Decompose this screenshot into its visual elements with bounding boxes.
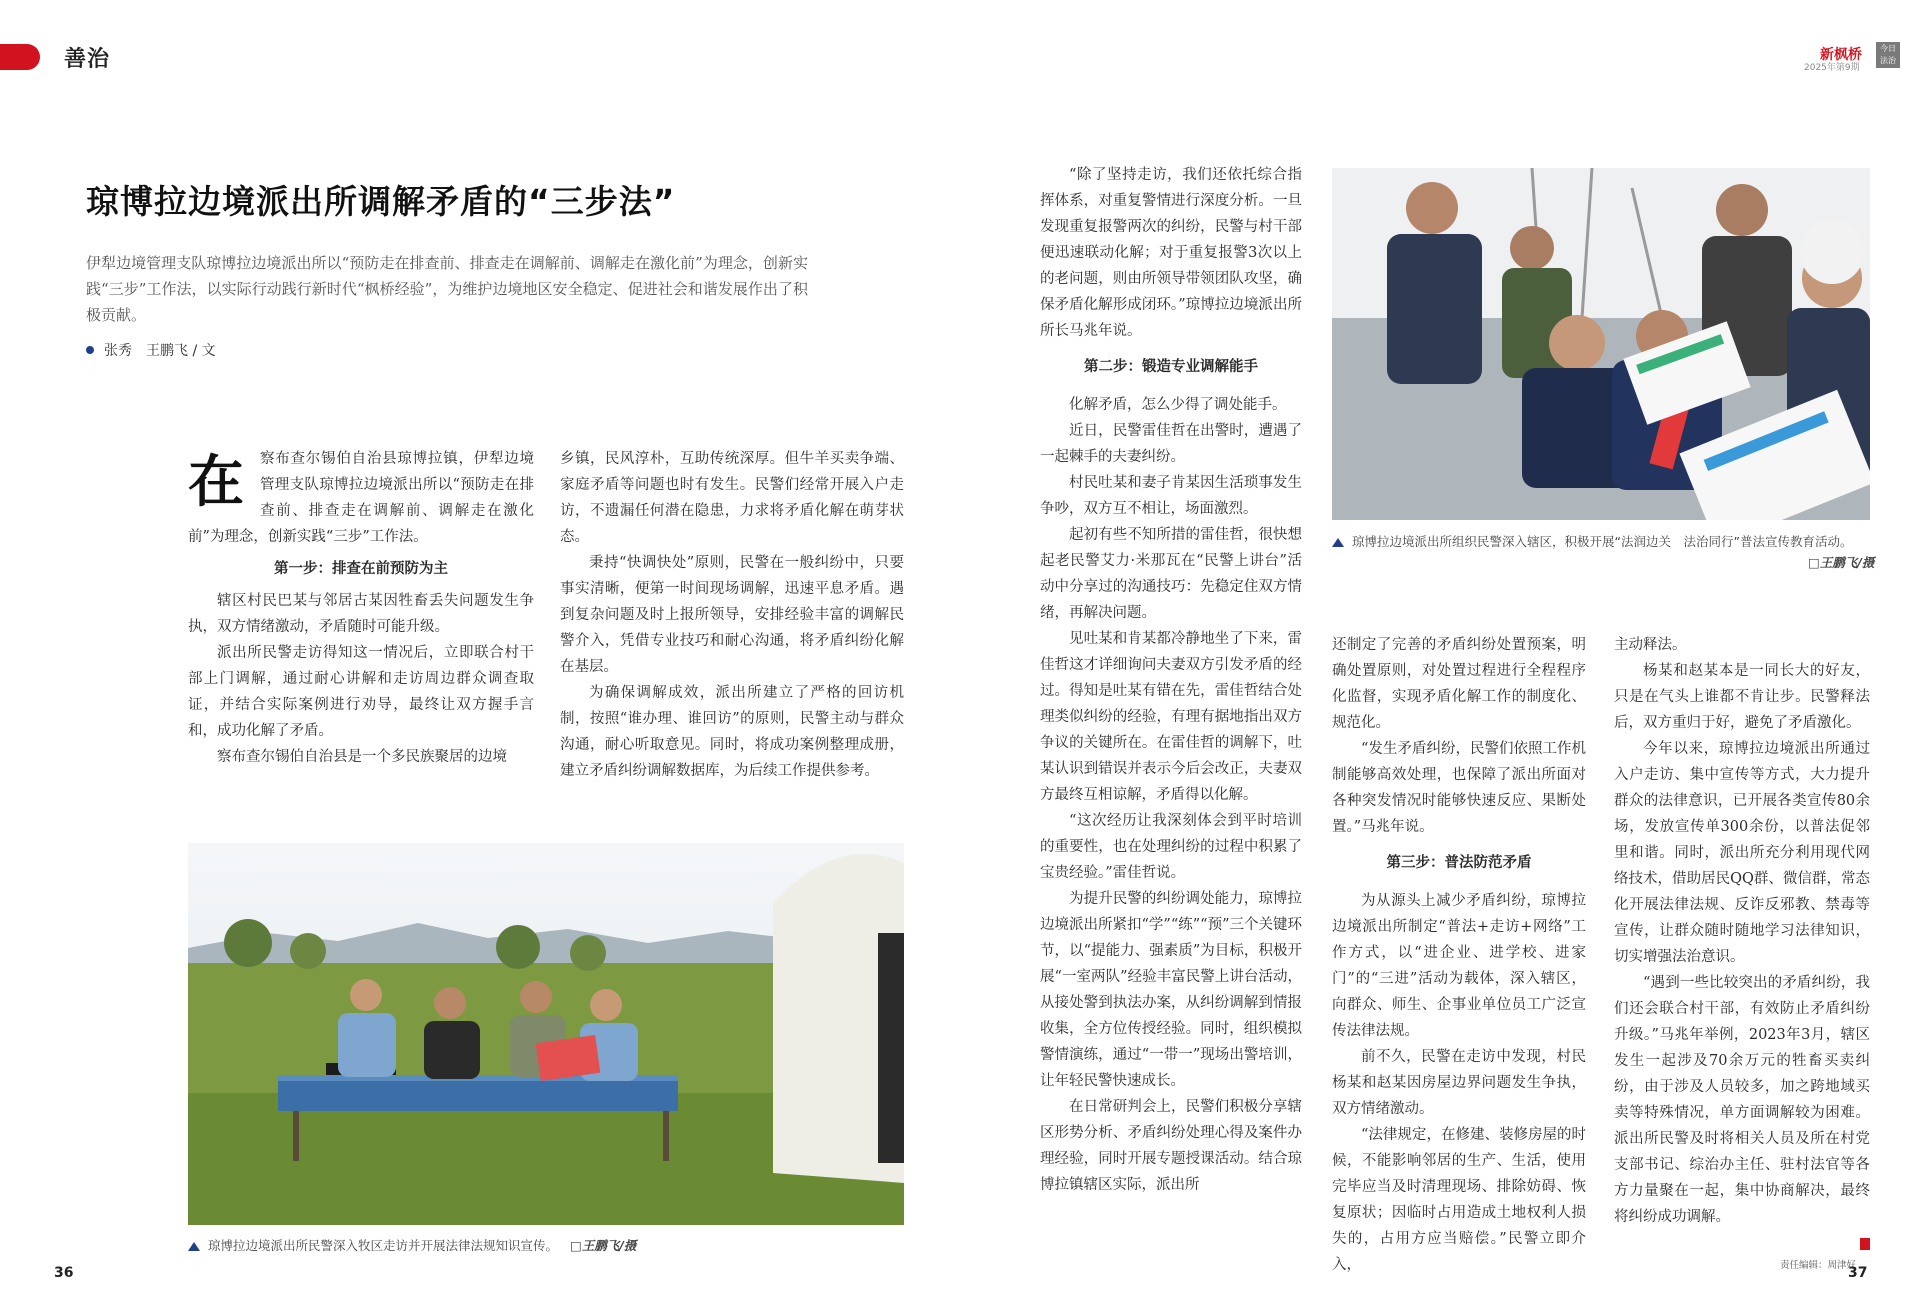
paragraph: 村民吐某和妻子肯某因生活琐事发生争吵，双方互不相让，场面激烈。 [1040, 475, 1302, 517]
paragraph: “遇到一些比较突出的矛盾纠纷，我们还会联合村干部，有效防止矛盾纠纷升级。”马兆年举例，2023年3月，辖区发生一起涉及70余万元的牲畜买卖纠纷，由于涉及人员较多，加之跨地域买卖等特殊情况，单方面调解较为困难。派出所民警及时将相关人员及所在村党支部书记、综治办主任、驻村法官等各方力量聚在一起，集中协商解决，最终将纠纷成功调解。 [1614, 975, 1870, 1225]
paragraph: 为从源头上减少矛盾纠纷，琼博拉边境派出所制定“普法+走访+网络”工作方式，以“进企业、进学校、进家门”的“三进”活动为载体，深入辖区，向群众、师生、企事业单位员工广泛宣传法律法规。 [1332, 893, 1586, 1039]
caption-marker-icon [188, 1242, 200, 1251]
subheading-step-2: 第二步：锻造专业调解能手 [1084, 359, 1258, 375]
law-promotion-scene-illustration [1332, 168, 1870, 520]
paragraph: 前不久，民警在走访中发现，村民杨某和赵某因房屋边界问题发生争执，双方情绪激动。 [1332, 1049, 1586, 1117]
caption-text: 琼博拉边境派出所民警深入牧区走访并开展法律法规知识宣传。 [208, 1238, 559, 1253]
paragraph: 派出所民警走访得知这一情况后，立即联合村干部上门调解，通过耐心讲解和走访周边群众调查取证，并结合实际案例进行劝导，最终让双方握手言和，成功化解了矛盾。 [188, 645, 534, 739]
drop-cap: 在 [188, 450, 244, 515]
paragraph: 为确保调解成效，派出所建立了严格的回访机制，按照“谁办理、谁回访”的原则，民警主动与群众沟通，耐心听取意见。同时，将成功案例整理成册，建立矛盾纠纷调解数据库，为后续工作提供参考。 [560, 685, 904, 779]
photo-caption-left [188, 1236, 636, 1254]
section-label: 善治 [64, 46, 111, 72]
paragraph: 辖区村民巴某与邻居古某因牲畜丢失问题发生争执，双方情绪激动，矛盾随时可能升级。 [188, 593, 534, 635]
column-2 [560, 446, 904, 784]
paragraph: 杨某和赵某本是一同长大的好友，只是在气头上谁都不肯让步。民警释法后，双方重归于好，避免了矛盾激化。 [1614, 663, 1870, 731]
photo-credit: □王鹏飞/摄 [1808, 555, 1875, 570]
paragraph: “发生矛盾纠纷，民警们依照工作机制能够高效处理，也保障了派出所面对各种突发情况时能够快速反应、果断处置。”马兆年说。 [1332, 741, 1586, 835]
paragraph: “除了坚持走访，我们还依托综合指挥体系，对重复警情进行深度分析。一旦发现重复报警两次的纠纷，民警与村干部便迅速联动化解；对于重复报警3次以上的老问题，则由所领导带领团队攻坚，确保矛盾化解形成闭环。”琼博拉边境派出所所长马兆年说。 [1040, 167, 1302, 339]
paragraph: 乡镇，民风淳朴，互助传统深厚。但牛羊买卖争端、家庭矛盾等问题也时有发生。民警们经常开展入户走访，不遗漏任何潜在隐患，力求将矛盾化解在萌芽状态。 [560, 451, 904, 545]
photo-credit: □王鹏飞/摄 [570, 1238, 637, 1253]
editor-credit: 责任编辑：周津好 [1780, 1260, 1857, 1271]
subheading-step-1: 第一步：排查在前预防为主 [274, 561, 448, 577]
caption-marker-icon [1332, 538, 1344, 547]
byline [86, 340, 216, 360]
page-number-left: 36 [54, 1265, 74, 1281]
photo-pastoral-visit [188, 843, 904, 1225]
brand-name: 新枫桥 [1820, 47, 1862, 63]
subheading-step-3: 第三步：普法防范矛盾 [1386, 855, 1532, 871]
paragraph: 近日，民警雷佳哲在出警时，遭遇了一起棘手的夫妻纠纷。 [1040, 423, 1302, 465]
photo-caption-right [1332, 532, 1870, 550]
column-4 [1332, 632, 1586, 1278]
paragraph: 秉持“快调快处”原则，民警在一般纠纷中，只要事实清晰，便第一时间现场调解，迅速平息矛盾。遇到复杂问题及时上报所领导，安排经验丰富的调解民警介入，凭借专业技巧和耐心沟通，将矛盾纠纷化解在基层。 [560, 555, 904, 675]
brand-badge: 今日 法治 [1876, 42, 1900, 68]
column-5 [1614, 632, 1870, 1230]
column-3 [1040, 162, 1302, 1198]
paragraph: 主动释法。 [1614, 637, 1687, 653]
paragraph: 在日常研判会上，民警们积极分享辖区形势分析、矛盾纠纷处理心得及案件办理经验，同时开展专题授课活动。结合琼博拉镇辖区实际，派出所 [1040, 1099, 1302, 1193]
caption-text: 琼博拉边境派出所组织民警深入辖区，积极开展“法润边关 法治同行”普法宣传教育活动。 [1352, 534, 1853, 549]
paragraph: 今年以来，琼博拉边境派出所通过入户走访、集中宣传等方式，大力提升群众的法律意识，已开展各类宣传80余场，发放宣传单300余份，以普法促邻里和谐。同时，派出所充分利用现代网络技术，借助居民QQ群、微信群，常态化开展法律法规、反诈反邪教、禁毒等宣传，让群众随时随地学习法律知识，切实增强法治意识。 [1614, 741, 1870, 965]
section-tab-marker [0, 44, 40, 70]
paragraph: 察布查尔锡伯自治县是一个多民族聚居的边境 [217, 749, 507, 765]
byline-dot [86, 346, 94, 354]
issue-label: 2025年第9期 [1804, 63, 1860, 73]
paragraph: 还制定了完善的矛盾纠纷处置预案，明确处置原则，对处置过程进行全程程序化监督，实现矛盾化解工作的制度化、规范化。 [1332, 637, 1586, 731]
paragraph: “这次经历让我深刻体会到平时培训的重要性，也在处理纠纷的过程中积累了宝贵经验。”雷佳哲说。 [1040, 813, 1302, 881]
paragraph: 起初有些不知所措的雷佳哲，很快想起老民警艾力·米那瓦在“民警上讲台”活动中分享过的沟通技巧：先稳定住双方情绪，再解决问题。 [1040, 527, 1302, 621]
pastoral-scene-illustration [188, 843, 904, 1225]
page-number-right: 37 [1848, 1265, 1868, 1281]
article-title: 琼博拉边境派出所调解矛盾的“三步法” [86, 182, 676, 221]
article-lede: 伊犁边境管理支队琼博拉边境派出所以“预防走在排查前、排查走在调解前、调解走在激化前”为理念，创新实践“三步”工作法，以实际行动践行新时代“枫桥经验”，为维护边境地区安全稳定、促进社会和谐发展作出了积极贡献。 [86, 254, 808, 324]
column-1 [188, 446, 534, 770]
end-mark-icon [1860, 1238, 1870, 1250]
paragraph: 化解矛盾，怎么少得了调处能手。 [1069, 397, 1287, 413]
paragraph: “法律规定，在修建、装修房屋的时候，不能影响邻居的生产、生活，使用完毕应当及时清理现场、排除妨碍、恢复原状；因临时占用造成土地权利人损失的，占用方应当赔偿。”民警立即介入， [1332, 1127, 1586, 1273]
intro-paragraph: 察布查尔锡伯自治县琼博拉镇，伊犁边境管理支队琼博拉边境派出所以“预防走在排查前、排查走在调解前、调解走在激化前”为理念，创新实践“三步”工作法。 [188, 451, 534, 545]
paragraph: 为提升民警的纠纷调处能力，琼博拉边境派出所紧扣“学”“练”“预”三个关键环节，以“提能力、强素质”为目标，积极开展“一室两队”经验丰富民警上讲台活动，从接处警到执法办案，从纠纷调解到情报收集，全方位传授经验。同时，组织模拟警情演练，通过“一带一”现场出警培训，让年轻民警快速成长。 [1040, 891, 1302, 1089]
photo-law-promotion [1332, 168, 1870, 520]
paragraph: 见吐某和肯某都冷静地坐了下来，雷佳哲这才详细询问夫妻双方引发矛盾的经过。得知是吐某有错在先，雷佳哲结合处理类似纠纷的经验，有理有据地指出双方争议的关键所在。在雷佳哲的调解下，吐某认识到错误并表示今后会改正，夫妻双方最终互相谅解，矛盾得以化解。 [1040, 631, 1302, 803]
byline-text: 张秀 王鹏飞 / 文 [104, 343, 216, 359]
